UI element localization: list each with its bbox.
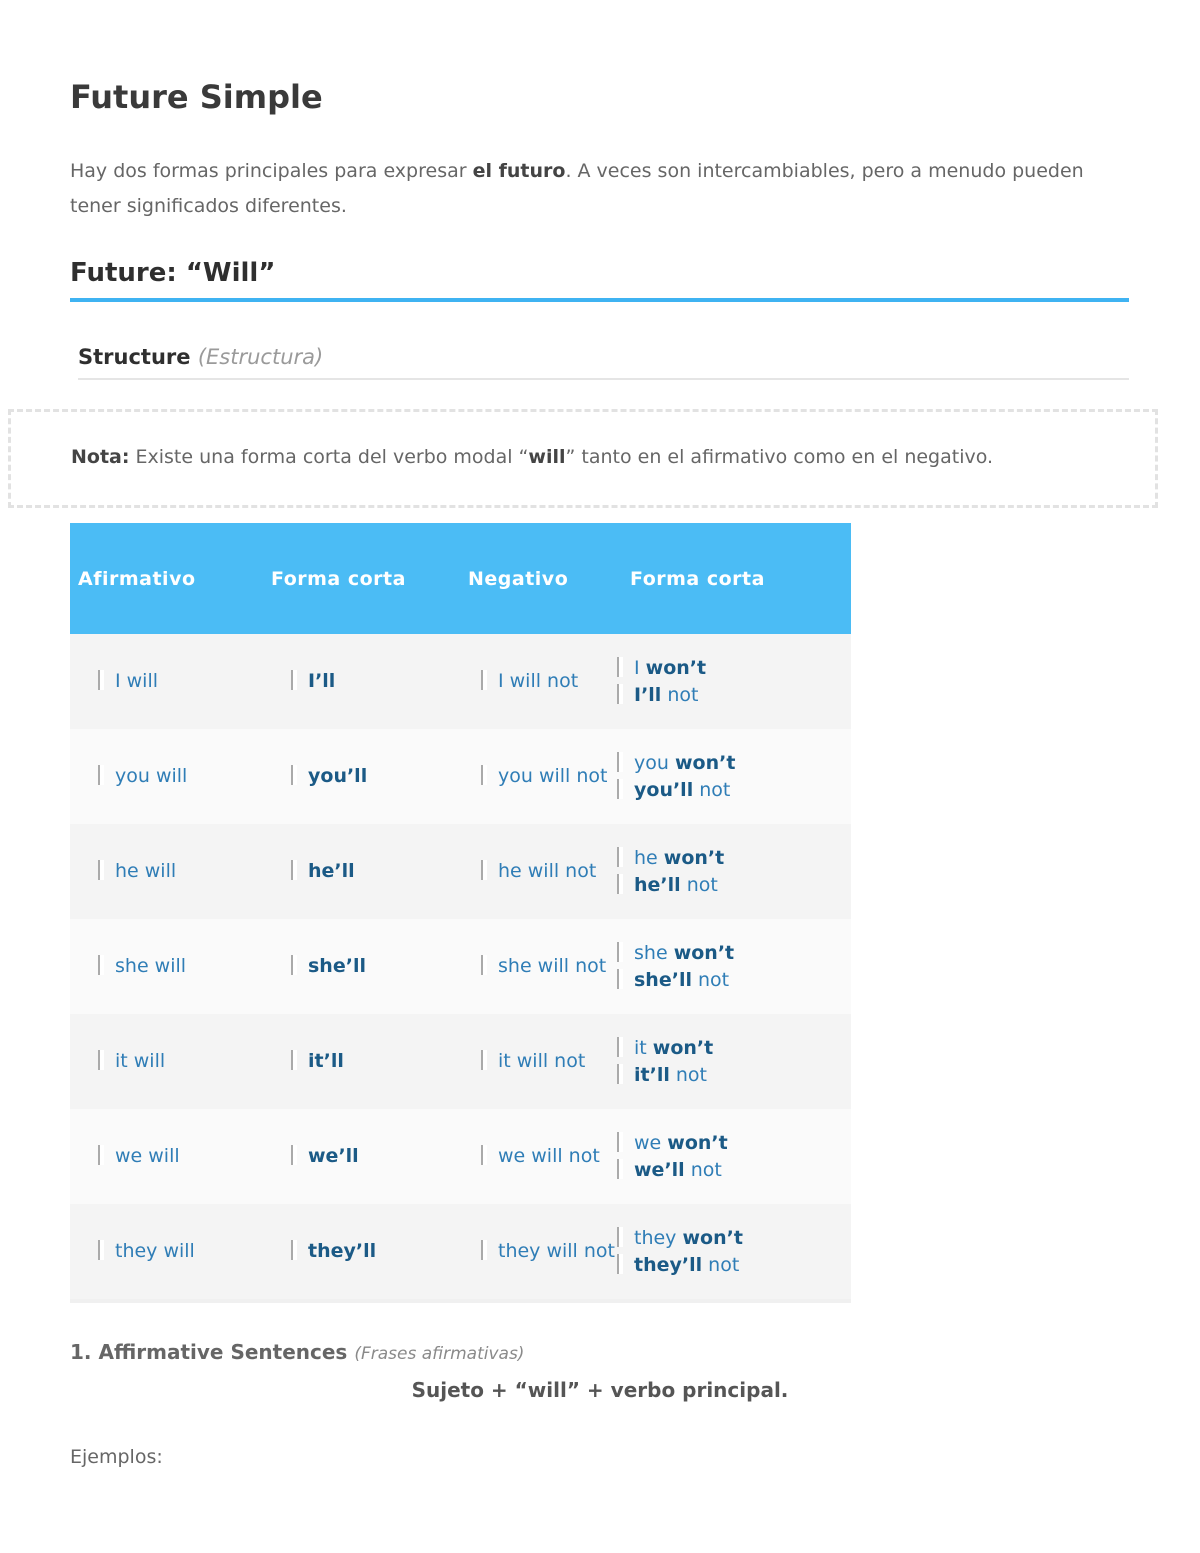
cell-negativo bbox=[453, 1014, 615, 1109]
not-text: not bbox=[686, 873, 718, 896]
header-negativo: Negativo bbox=[453, 523, 615, 634]
cell-negativo bbox=[453, 1204, 615, 1301]
negativo-text: he will not bbox=[498, 860, 597, 882]
neg-subject: we bbox=[634, 1131, 662, 1154]
forma-corta-text: she’ll bbox=[308, 955, 366, 977]
bar-marker bbox=[617, 942, 623, 962]
cell-negativo bbox=[453, 919, 615, 1014]
neg-subject: he bbox=[634, 846, 658, 869]
cell-forma-corta bbox=[257, 1109, 453, 1204]
neg-subject: you bbox=[634, 751, 669, 774]
wont-line bbox=[617, 1130, 851, 1157]
bar-marker bbox=[617, 1064, 623, 1084]
cell-forma-corta bbox=[257, 634, 453, 729]
wont-line bbox=[617, 845, 851, 872]
cell-forma-corta bbox=[257, 1204, 453, 1301]
cell-afirmativo bbox=[70, 1204, 257, 1301]
wont-text: won’t bbox=[667, 1131, 728, 1154]
bar-marker bbox=[617, 657, 623, 677]
header-forma-corta-negativa: Forma corta bbox=[615, 523, 851, 634]
intro-bold: el futuro bbox=[472, 160, 566, 182]
short-not-line bbox=[617, 967, 851, 994]
bar-marker bbox=[291, 955, 297, 975]
examples-label: Ejemplos: bbox=[70, 1446, 163, 1468]
short-neg-text: you’ll bbox=[634, 778, 694, 801]
neg-subject: I bbox=[634, 656, 640, 679]
wont-text: won’t bbox=[645, 656, 707, 679]
bar-marker bbox=[98, 1050, 104, 1070]
short-not-line bbox=[617, 1062, 851, 1089]
cell-negativo bbox=[453, 1109, 615, 1204]
conjugation-table bbox=[70, 523, 851, 1303]
not-text: not bbox=[698, 968, 730, 991]
cell-negativo bbox=[453, 824, 615, 919]
neg-subject: she bbox=[634, 941, 668, 964]
section-heading: Future: “Will” bbox=[70, 258, 1129, 302]
table-row bbox=[70, 824, 851, 919]
cell-forma-corta-negativa bbox=[615, 1204, 851, 1301]
cell-forma-corta-negativa bbox=[615, 824, 851, 919]
forma-corta-text: he’ll bbox=[308, 860, 355, 882]
wont-text: won’t bbox=[682, 1226, 743, 1249]
bar-marker bbox=[98, 955, 104, 975]
wont-text: won’t bbox=[652, 1036, 714, 1059]
note-bold: will bbox=[528, 446, 566, 468]
afirmativo-text: it will bbox=[115, 1050, 166, 1072]
note-text-2: ” tanto en el afirmativo como en el negativo. bbox=[565, 446, 994, 468]
bar-marker bbox=[98, 670, 104, 690]
afirmativo-text: he will bbox=[115, 860, 177, 882]
wont-line bbox=[617, 1225, 851, 1252]
bar-marker bbox=[291, 1145, 297, 1165]
not-text: not bbox=[690, 1158, 722, 1181]
bar-marker bbox=[481, 955, 487, 975]
short-neg-text: I’ll bbox=[634, 683, 662, 706]
short-neg-text: we’ll bbox=[634, 1158, 685, 1181]
negativo-text: you will not bbox=[498, 765, 608, 787]
header-afirmativo: Afirmativo bbox=[70, 523, 257, 634]
bar-marker bbox=[481, 860, 487, 880]
wont-line bbox=[617, 940, 851, 967]
neg-subject: they bbox=[634, 1226, 677, 1249]
cell-forma-corta-negativa bbox=[615, 1109, 851, 1204]
forma-corta-text: you’ll bbox=[308, 765, 368, 787]
wont-line bbox=[617, 1035, 851, 1062]
table-row bbox=[70, 1014, 851, 1109]
bar-marker bbox=[98, 860, 104, 880]
wont-line bbox=[617, 750, 851, 777]
short-neg-text: they’ll bbox=[634, 1253, 703, 1276]
afirmativo-text: she will bbox=[115, 955, 187, 977]
bar-marker bbox=[617, 684, 623, 704]
intro-paragraph bbox=[70, 154, 1130, 224]
table-row bbox=[70, 634, 851, 729]
short-not-line bbox=[617, 1252, 851, 1279]
cell-forma-corta bbox=[257, 919, 453, 1014]
bar-marker bbox=[617, 847, 623, 867]
affirmative-heading bbox=[70, 1340, 524, 1364]
cell-negativo bbox=[453, 729, 615, 824]
afirmativo-text: you will bbox=[115, 765, 188, 787]
cell-afirmativo bbox=[70, 1014, 257, 1109]
affirmative-formula: Sujeto + “will” + verbo principal. bbox=[411, 1378, 789, 1402]
not-text: not bbox=[675, 1063, 708, 1086]
bar-marker bbox=[291, 860, 297, 880]
cell-forma-corta bbox=[257, 729, 453, 824]
bar-marker bbox=[98, 1240, 104, 1260]
cell-forma-corta-negativa bbox=[615, 919, 851, 1014]
note-text bbox=[71, 446, 993, 468]
structure-label: Structure bbox=[78, 345, 191, 369]
affirmative-translation: (Frases afirmativas) bbox=[354, 1344, 525, 1364]
not-text: not bbox=[699, 778, 731, 801]
bar-marker bbox=[481, 1240, 487, 1260]
table-body bbox=[70, 634, 851, 1301]
short-neg-text: she’ll bbox=[634, 968, 692, 991]
wont-text: won’t bbox=[663, 846, 725, 869]
cell-afirmativo bbox=[70, 729, 257, 824]
note-text-1: Existe una forma corta del verbo modal “ bbox=[129, 446, 529, 468]
bar-marker bbox=[98, 1145, 104, 1165]
neg-subject: it bbox=[634, 1036, 647, 1059]
cell-afirmativo bbox=[70, 824, 257, 919]
structure-heading bbox=[78, 345, 1129, 380]
negativo-text: I will not bbox=[498, 670, 579, 692]
bar-marker bbox=[617, 752, 623, 772]
forma-corta-text: they’ll bbox=[308, 1240, 377, 1262]
bar-marker bbox=[481, 1145, 487, 1165]
bar-marker bbox=[481, 670, 487, 690]
intro-text-1: Hay dos formas principales para expresar bbox=[70, 160, 473, 182]
header-forma-corta: Forma corta bbox=[257, 523, 453, 634]
afirmativo-text: I will bbox=[115, 670, 159, 692]
bar-marker bbox=[98, 765, 104, 785]
wont-line bbox=[617, 655, 851, 682]
cell-forma-corta-negativa bbox=[615, 634, 851, 729]
short-not-line bbox=[617, 682, 851, 709]
negativo-text: she will not bbox=[498, 955, 607, 977]
forma-corta-text: it’ll bbox=[308, 1050, 344, 1072]
short-not-line bbox=[617, 872, 851, 899]
bar-marker bbox=[291, 765, 297, 785]
not-text: not bbox=[708, 1253, 740, 1276]
bar-marker bbox=[291, 1050, 297, 1070]
forma-corta-text: we’ll bbox=[308, 1145, 359, 1167]
bar-marker bbox=[291, 1240, 297, 1260]
bar-marker bbox=[617, 779, 623, 799]
table-row bbox=[70, 1204, 851, 1301]
bar-marker bbox=[481, 765, 487, 785]
cell-afirmativo bbox=[70, 634, 257, 729]
negativo-text: they will not bbox=[498, 1240, 615, 1262]
cell-forma-corta bbox=[257, 824, 453, 919]
short-neg-text: it’ll bbox=[634, 1063, 670, 1086]
cell-negativo bbox=[453, 634, 615, 729]
bar-marker bbox=[617, 1037, 623, 1057]
bar-marker bbox=[617, 1254, 623, 1274]
bar-marker bbox=[617, 1159, 623, 1179]
forma-corta-text: I’ll bbox=[308, 670, 336, 692]
bar-marker bbox=[481, 1050, 487, 1070]
cell-forma-corta bbox=[257, 1014, 453, 1109]
bar-marker bbox=[617, 1227, 623, 1247]
intro-text-2: . A veces son intercambiables, pero a menudo pueden tener significados diferentes. bbox=[70, 160, 1084, 217]
cell-forma-corta-negativa bbox=[615, 729, 851, 824]
afirmativo-text: we will bbox=[115, 1145, 180, 1167]
wont-text: won’t bbox=[673, 941, 735, 964]
table-header-row bbox=[70, 523, 851, 634]
table-row bbox=[70, 919, 851, 1014]
not-text: not bbox=[667, 683, 699, 706]
short-not-line bbox=[617, 1157, 851, 1184]
structure-translation: (Estructura) bbox=[197, 345, 324, 369]
short-not-line bbox=[617, 777, 851, 804]
note-label: Nota: bbox=[71, 446, 130, 468]
bar-marker bbox=[617, 874, 623, 894]
bar-marker bbox=[291, 670, 297, 690]
cell-afirmativo bbox=[70, 919, 257, 1014]
note-box bbox=[8, 409, 1158, 508]
table-row bbox=[70, 1109, 851, 1204]
short-neg-text: he’ll bbox=[634, 873, 681, 896]
table-row bbox=[70, 729, 851, 824]
negativo-text: we will not bbox=[498, 1145, 600, 1167]
page-title: Future Simple bbox=[70, 78, 323, 116]
negativo-text: it will not bbox=[498, 1050, 586, 1072]
bar-marker bbox=[617, 969, 623, 989]
affirmative-heading-text: 1. Affirmative Sentences bbox=[70, 1340, 348, 1364]
cell-afirmativo bbox=[70, 1109, 257, 1204]
cell-forma-corta-negativa bbox=[615, 1014, 851, 1109]
bar-marker bbox=[617, 1132, 623, 1152]
wont-text: won’t bbox=[674, 751, 736, 774]
afirmativo-text: they will bbox=[115, 1240, 195, 1262]
